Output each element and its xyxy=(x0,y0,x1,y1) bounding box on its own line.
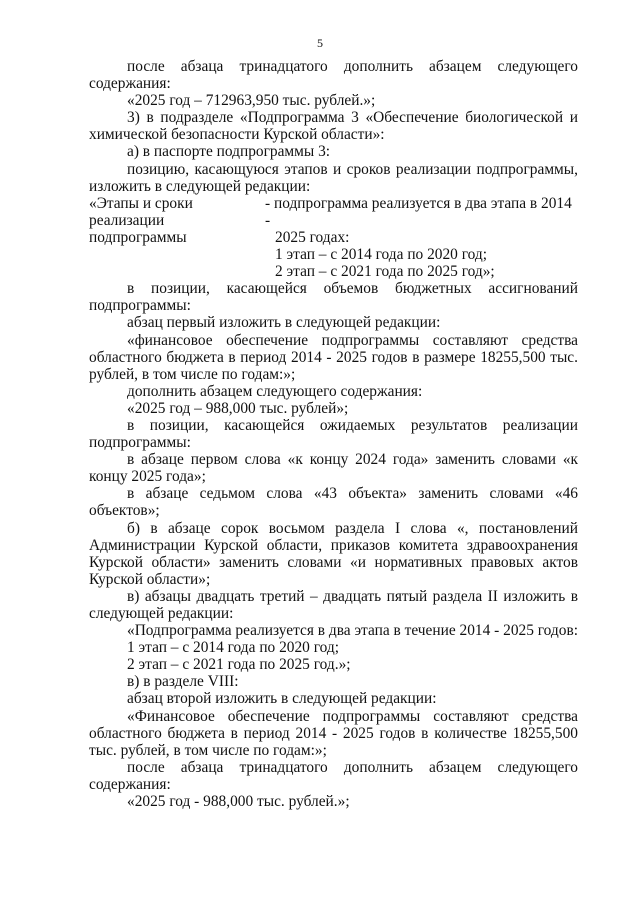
paragraph: подпрограммы: xyxy=(89,434,191,452)
paragraph: 3) в подразделе «Подпрограмма 3 «Обеспечение биологической и xyxy=(127,109,578,127)
paragraph: объектов»; xyxy=(89,502,160,520)
paragraph: Курской области»; xyxy=(89,570,211,588)
paragraph: подпрограммы: xyxy=(89,297,191,315)
paragraph: Курской области» заменить словами «и нормативных правовых актов xyxy=(89,553,578,571)
paragraph: абзац второй изложить в следующей редакции: xyxy=(127,690,437,708)
passport-table-value xyxy=(265,195,578,280)
paragraph: позицию, касающуюся этапов и сроков реализации подпрограммы, xyxy=(127,160,578,178)
paragraph: в абзаце первом слова «к концу 2024 года» заменить словами «к xyxy=(127,451,578,469)
table-cell: «Этапы и сроки xyxy=(89,194,193,212)
table-cell: подпрограммы xyxy=(89,228,187,246)
paragraph: рублей, в том числе по годам:»; xyxy=(89,365,296,383)
paragraph: «2025 год - 988,000 тыс. рублей.»; xyxy=(127,793,350,811)
table-cell: 1 этап – с 2014 года по 2020 год; xyxy=(275,246,488,264)
table-cell: 2025 годах: xyxy=(275,228,350,246)
paragraph: после абзаца тринадцатого дополнить абзацем следующего xyxy=(127,758,578,776)
paragraph: содержания: xyxy=(89,75,171,93)
paragraph: «2025 год – 988,000 тыс. рублей»; xyxy=(127,399,349,417)
paragraph: б) в абзаце сорок восьмом раздела I слова «, постановлений xyxy=(127,519,578,537)
paragraph: в позиции, касающейся ожидаемых результатов реализации xyxy=(127,416,578,434)
paragraph: концу 2025 года»; xyxy=(89,468,206,486)
paragraph: а) в паспорте подпрограммы 3: xyxy=(127,143,331,161)
paragraph: после абзаца тринадцатого дополнить абзацем следующего xyxy=(127,58,578,75)
table-cell: 2 этап – с 2021 года по 2025 год»; xyxy=(275,263,495,281)
paragraph: в) в разделе VIII: xyxy=(127,673,239,691)
passport-table-label xyxy=(89,195,265,280)
page-number: 5 xyxy=(317,36,323,50)
paragraph: Администрации Курской области, приказов комитета здравоохранения xyxy=(89,536,578,554)
paragraph: «Подпрограмма реализуется в два этапа в течение 2014 - 2025 годов: xyxy=(127,622,579,640)
passport-table xyxy=(89,195,578,280)
paragraph: 2 этап – с 2021 года по 2025 год.»; xyxy=(127,656,351,674)
paragraph: дополнить абзацем следующего содержания: xyxy=(127,382,423,400)
table-cell: реализации xyxy=(89,211,165,229)
table-cell: - подпрограмма реализуется в два этапа в 2014 - xyxy=(265,194,572,229)
paragraph: в абзаце седьмом слова «43 объекта» заменить словами «46 xyxy=(127,485,578,503)
paragraph: следующей редакции: xyxy=(89,605,234,622)
paragraph: тыс. рублей, в том числе по годам:»; xyxy=(89,741,327,759)
paragraph: абзац первый изложить в следующей редакции: xyxy=(127,314,441,332)
paragraph: 1 этап – с 2014 года по 2020 год; xyxy=(127,639,340,657)
paragraph: химической безопасности Курской области»: xyxy=(89,126,385,144)
paragraph: изложить в следующей редакции: xyxy=(89,177,311,195)
paragraph: «финансовое обеспечение подпрограммы составляют средства xyxy=(127,331,578,349)
paragraph: «2025 год – 712963,950 тыс. рублей.»; xyxy=(127,92,376,110)
paragraph: содержания: xyxy=(89,775,171,793)
document-body xyxy=(89,58,578,810)
paragraph: областного бюджета в период 2014 - 2025 годов в размере 18255,500 тыс. xyxy=(89,348,578,366)
paragraph: областного бюджета в период 2014 - 2025 годов в количестве 18255,500 xyxy=(89,724,578,742)
paragraph: в) абзацы двадцать третий – двадцать пятый раздела II изложить в xyxy=(127,587,578,605)
paragraph: «Финансовое обеспечение подпрограммы составляют средства xyxy=(127,707,578,725)
paragraph: в позиции, касающейся объемов бюджетных ассигнований xyxy=(127,280,578,298)
